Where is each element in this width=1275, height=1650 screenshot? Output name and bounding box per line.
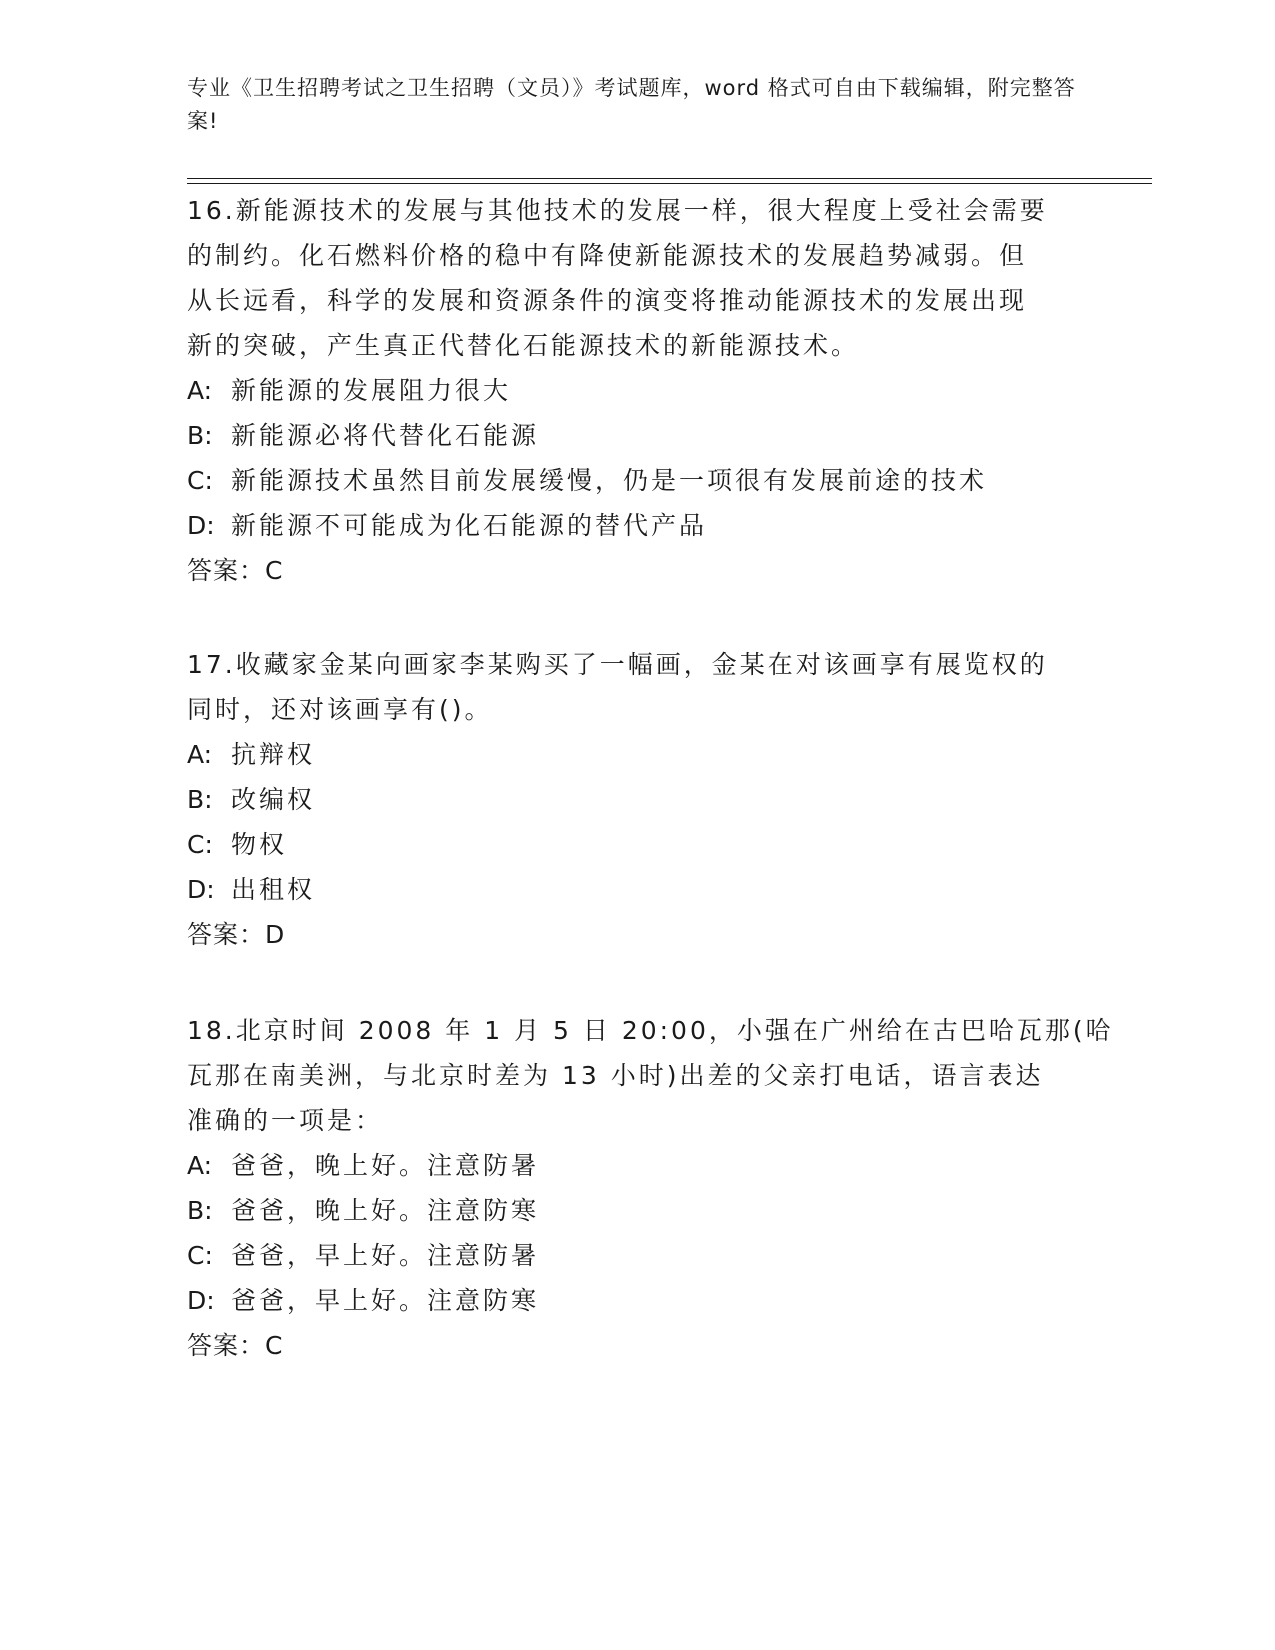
option-label: B:: [187, 1196, 213, 1225]
option-c: [187, 822, 1087, 867]
question-stem-line: 瓦那在南美洲，与北京时差为 13 小时)出差的父亲打电话，语言表达: [187, 1061, 1044, 1090]
option-d: [187, 1278, 1087, 1323]
option-a: [187, 368, 1087, 413]
option-text: 改编权: [231, 785, 316, 814]
question-stem-line: 17.收藏家金某向画家李某购买了一幅画，金某在对该画享有展览权的: [187, 650, 1048, 679]
option-d: [187, 503, 1087, 548]
option-text: 爸爸，早上好。注意防暑: [231, 1241, 540, 1270]
option-d: [187, 867, 1087, 912]
option-label: C:: [187, 830, 213, 859]
option-text: 物权: [231, 830, 288, 859]
option-text: 爸爸，晚上好。注意防寒: [231, 1196, 540, 1225]
option-label: A:: [187, 376, 213, 405]
option-label: B:: [187, 785, 213, 814]
option-b: [187, 777, 1087, 822]
option-a: [187, 1143, 1087, 1188]
option-text: 爸爸，晚上好。注意防暑: [231, 1151, 540, 1180]
option-label: A:: [187, 1151, 213, 1180]
option-text: 新能源的发展阻力很大: [231, 376, 512, 405]
option-text: 新能源必将代替化石能源: [231, 421, 540, 450]
answer-line: 答案：C: [187, 556, 284, 585]
option-label: A:: [187, 740, 213, 769]
question-17: [187, 642, 1087, 957]
header-divider-top: [187, 178, 1152, 179]
question-18: [187, 1008, 1114, 1368]
option-label: B:: [187, 421, 213, 450]
option-text: 新能源不可能成为化石能源的替代产品: [231, 511, 708, 540]
option-b: [187, 1188, 1087, 1233]
question-stem-line: 16.新能源技术的发展与其他技术的发展一样，很大程度上受社会需要: [187, 196, 1048, 225]
option-text: 出租权: [231, 875, 316, 904]
question-16: [187, 188, 1087, 593]
option-text: 爸爸，早上好。注意防寒: [231, 1286, 540, 1315]
question-stem-line: 准确的一项是：: [187, 1106, 384, 1135]
option-c: [187, 458, 1087, 503]
option-text: 抗辩权: [231, 740, 316, 769]
option-label: C:: [187, 1241, 213, 1270]
question-stem-line: 18.北京时间 2008 年 1 月 5 日 20:00，小强在广州给在古巴哈瓦那(哈: [187, 1016, 1114, 1045]
option-label: C:: [187, 466, 213, 495]
option-a: [187, 732, 1087, 777]
answer-line: 答案：C: [187, 1331, 284, 1360]
option-b: [187, 413, 1087, 458]
question-stem-line: 新的突破，产生真正代替化石能源技术的新能源技术。: [187, 331, 860, 360]
page-header-text: 专业《卫生招聘考试之卫生招聘（文员）》考试题库，word 格式可自由下载编辑，附完整答案!: [187, 76, 1076, 133]
option-label: D:: [187, 511, 215, 540]
option-text: 新能源技术虽然目前发展缓慢，仍是一项很有发展前途的技术: [231, 466, 988, 495]
option-c: [187, 1233, 1087, 1278]
option-label: D:: [187, 875, 215, 904]
question-stem-line: 从长远看，科学的发展和资源条件的演变将推动能源技术的发展出现: [187, 286, 1028, 315]
header-divider-bottom: [187, 183, 1152, 184]
question-stem-line: 同时，还对该画享有()。: [187, 695, 493, 724]
option-label: D:: [187, 1286, 215, 1315]
question-stem-line: 的制约。化石燃料价格的稳中有降使新能源技术的发展趋势减弱。但: [187, 241, 1028, 270]
answer-line: 答案：D: [187, 920, 286, 949]
